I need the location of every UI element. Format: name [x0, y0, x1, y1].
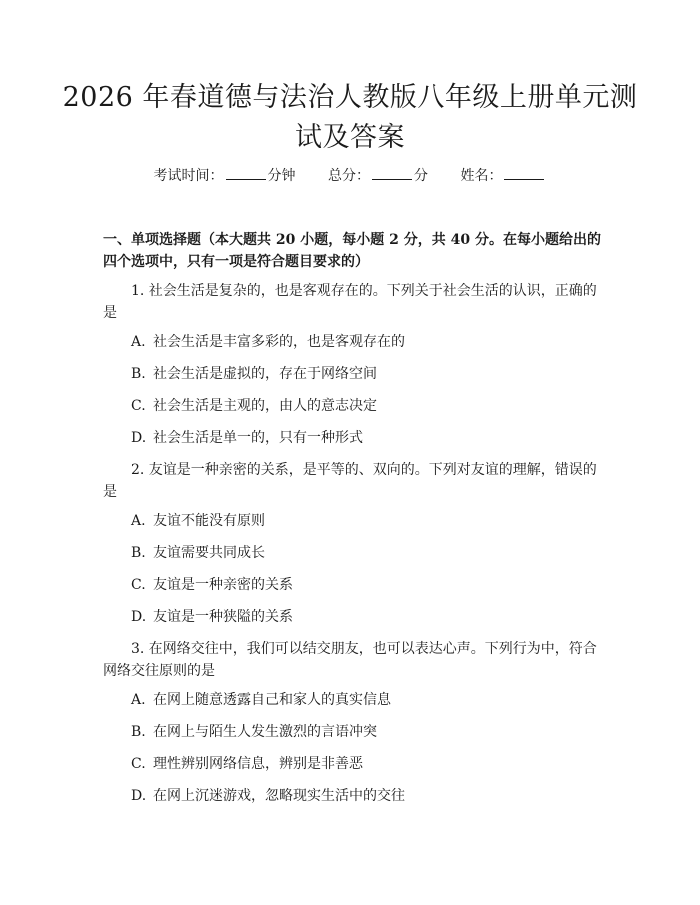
- document-title: 2026 年春道德与法治人教版八年级上册单元测试及答案: [62, 82, 638, 153]
- option-text: 社会生活是虚拟的，存在于网络空间: [153, 366, 377, 382]
- answer-option: [131, 753, 601, 775]
- option-text: 理性辨别网络信息，辨别是非善恶: [153, 756, 363, 772]
- option-letter: C.: [131, 577, 146, 593]
- option-text: 在网上随意透露自己和家人的真实信息: [153, 692, 391, 708]
- total-score-unit: 分: [414, 168, 428, 184]
- answer-option: [131, 606, 601, 628]
- total-score-label: 总分：: [328, 168, 370, 184]
- option-letter: A.: [131, 513, 146, 529]
- option-text: 友谊不能没有原则: [153, 513, 265, 529]
- exam-time-blank: [226, 166, 266, 180]
- option-letter: B.: [131, 366, 146, 382]
- total-score-blank: [372, 166, 412, 180]
- option-letter: D.: [131, 788, 147, 804]
- exam-time-unit: 分钟: [267, 168, 296, 184]
- exam-time-label: 考试时间：: [153, 168, 224, 184]
- answer-option: [131, 395, 601, 417]
- answer-option: [131, 510, 601, 532]
- option-text: 社会生活是单一的，只有一种形式: [153, 430, 363, 446]
- option-letter: D.: [131, 609, 147, 625]
- student-name-blank: [504, 166, 544, 180]
- option-letter: A.: [131, 334, 146, 350]
- total-score: [328, 166, 428, 186]
- answer-option: [131, 363, 601, 385]
- option-text: 友谊是一种狭隘的关系: [153, 609, 293, 625]
- student-name-label: 姓名：: [460, 168, 503, 184]
- option-text: 社会生活是主观的，由人的意志决定: [153, 398, 377, 414]
- student-name: [460, 166, 546, 186]
- answer-option: [131, 721, 601, 743]
- option-letter: B.: [131, 545, 146, 561]
- option-letter: D.: [131, 430, 147, 446]
- option-letter: C.: [131, 398, 146, 414]
- option-text: 社会生活是丰富多彩的，也是客观存在的: [153, 334, 405, 350]
- exam-time: [154, 166, 296, 186]
- option-text: 友谊需要共同成长: [153, 545, 265, 561]
- answer-option: [131, 574, 601, 596]
- question-stem: 3. 在网络交往中，我们可以结交朋友，也可以表达心声。下列行为中，符合网络交往原则的是: [103, 641, 597, 679]
- option-letter: B.: [131, 724, 146, 740]
- option-letter: C.: [131, 756, 146, 772]
- exam-info-line: [0, 166, 700, 186]
- option-text: 友谊是一种亲密的关系: [153, 577, 293, 593]
- option-text: 在网上与陌生人发生激烈的言语冲突: [153, 724, 377, 740]
- answer-option: [131, 427, 601, 449]
- answer-option: [131, 689, 601, 711]
- option-letter: A.: [131, 692, 146, 708]
- question-stem: 2. 友谊是一种亲密的关系，是平等的、双向的。下列对友谊的理解，错误的是: [103, 462, 597, 500]
- section-heading: 一、单项选择题（本大题共 20 小题，每小题 2 分，共 40 分。在每小题给出的四个选项中，只有一项是符合题目要求的）: [103, 232, 601, 270]
- answer-option: [131, 785, 601, 807]
- answer-option: [131, 331, 601, 353]
- answer-option: [131, 542, 601, 564]
- question-stem: 1. 社会生活是复杂的，也是客观存在的。下列关于社会生活的认识，正确的是: [103, 283, 597, 321]
- option-text: 在网上沉迷游戏，忽略现实生活中的交往: [153, 788, 405, 804]
